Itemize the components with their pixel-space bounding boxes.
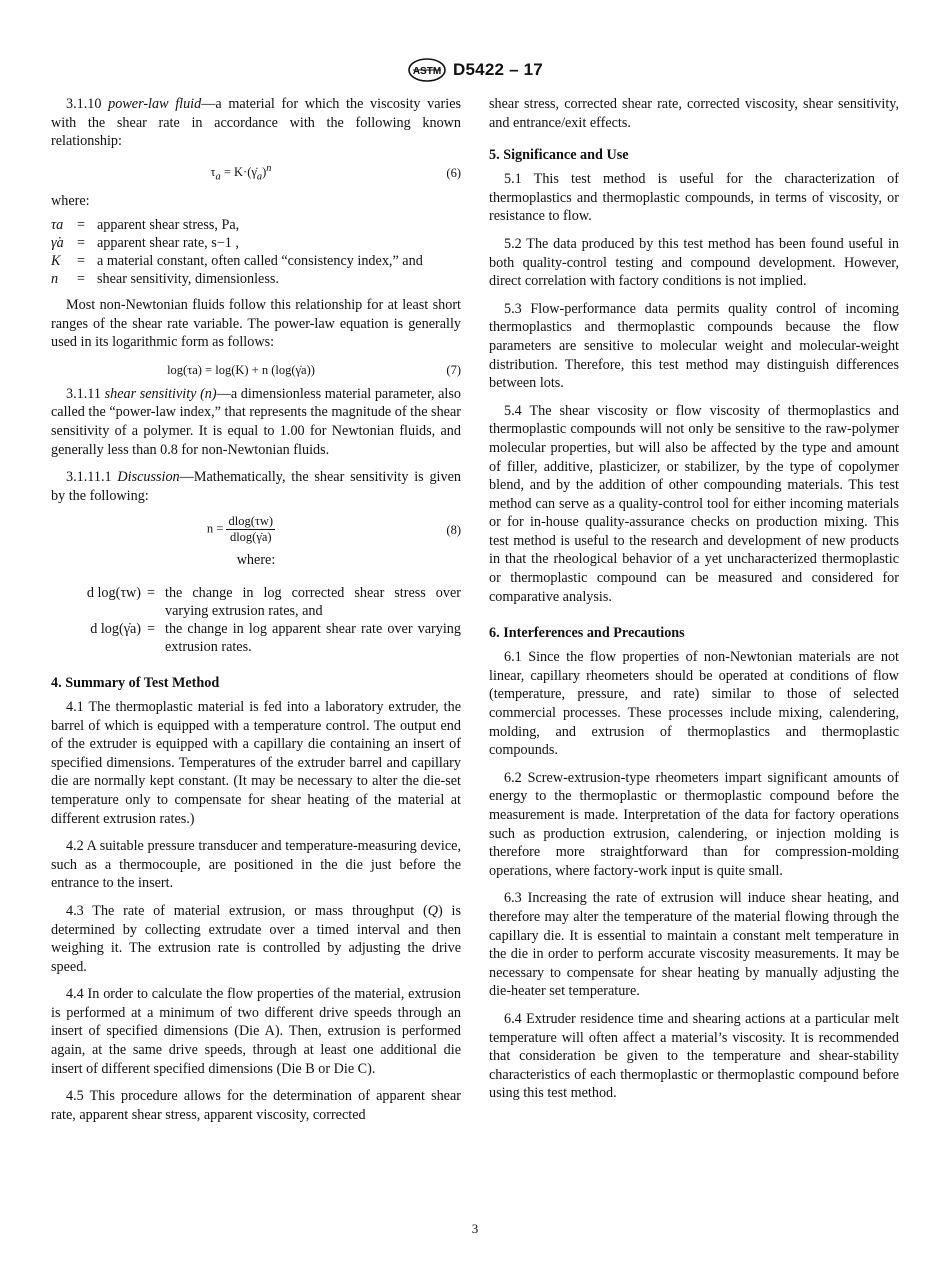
equation-8: n = $\frac{dlog(\tau w)}{dlog(\gammȧa)}$ (8) — [206, 514, 461, 545]
paragraph-4-5-continued: shear stress, corrected shear rate, corrected viscosity, shear sensitivity, and entrance/exit effects. — [489, 96, 899, 131]
paragraph-4-4: 4.4 In order to calculate the flow properties of the material, extrusion is performed at a minimum of two different drive speeds through an insert of specified dimensions (Die A). Then, extrusion is performed again, at the same drive speeds, through at least one additional die insert of different specified dimensions (Die B or Die C). — [51, 986, 461, 1077]
paragraph-most-non-newtonian: Most non-Newtonian fluids follow this relationship for at least short ranges of the shear rate variable. The power-law equation is generally used in its logarithmic form as follows: — [51, 297, 461, 351]
section-5-heading: 5. Significance and Use — [489, 147, 629, 164]
term-shear-sensitivity: shear sensitivity (n) — [104, 385, 217, 402]
paragraph-6-3: 6.3 Increasing the rate of extrusion will induce shear heating, and therefore may alter the temperature of the material flowing through the capillary die. It is essential to maintain a constant melt temperature in the die in order to perform accurate viscosity measurements. It may be necessary to compensate for shear heating by manually adjusting the die-heater set temperature. — [489, 890, 899, 1000]
document-designation: D5422 – 17 — [453, 60, 543, 79]
paragraph-5-3: 5.3 Flow-performance data permits quality control of incoming thermoplastics and thermoplastic compounds because the flow parameters are sensitive to molecular weight and molecular-weight distribution. Therefore, this test method may distinguish differences between lots. — [489, 300, 899, 392]
definition-row: K = a material constant, often called “consistency index,” and — [51, 253, 423, 270]
paragraph-3-1-11: 3.1.11 shear sensitivity (n)—a dimensionless material parameter, also called the “power-law index,” that represents the magnitude of the shear sensitivity of a polymer. It is equal to 1.00 for Newtonian fluids, and generally less than 0.8 for non-Newtonian fluids. — [51, 385, 461, 458]
paragraph-4-1: 4.1 The thermoplastic material is fed into a laboratory extruder, the barrel of which is equipped with a temperature control. The output end of the extruder is equipped with a capillary die containing an insert of specified dimensions. Temperatures of the extruder barrel and capillary die are normally kept constant. (It may be necessary to alter the die-set temperature only to compensate for shear heating of the material at different extrusion rates.) — [51, 698, 461, 827]
where-label-2: where: — [236, 552, 276, 569]
fraction: $\frac{dlog(\tau w)}{dlog(\gammȧa)}$ — [228, 514, 274, 545]
paragraph-4-3: 4.3 The rate of material extrusion, or mass throughput (Q) is determined by collecting extrudate over a timed interval and then weighing it. The extrusion rate is controlled by adjusting the drive speed. — [51, 902, 461, 975]
paragraph-5-1: 5.1 This test method is useful for the characterization of thermoplastics and thermoplastic compounds, in terms of viscosity, or resistance to flow. — [489, 171, 899, 225]
definition-row: d log(γ̇a) = the change in log apparent shear rate over varying extrusion rates. — [90, 620, 461, 655]
section-6-heading: 6. Interferences and Precautions — [489, 625, 685, 642]
definition-row: γ̇a = apparent shear rate, s−1 , — [51, 235, 239, 252]
astm-logo-icon — [407, 58, 447, 82]
definition-row: n = shear sensitivity, dimensionless. — [51, 271, 279, 288]
paragraph-4-2: 4.2 A suitable pressure transducer and temperature-measuring device, such as a thermocouple, are positioned in the die just before the entrance to the insert. — [51, 838, 461, 892]
term-power-law-fluid: power-law fluid — [108, 96, 202, 112]
equation-7: log(τa) = log(K) + n (log(γ̇a)) (7) — [167, 362, 461, 377]
left-column — [51, 95, 461, 1133]
logo-text: ASTM — [412, 66, 442, 77]
paragraph-6-1: 6.1 Since the flow properties of non-Newtonian materials are not linear, capillary rheometers should be operated at conditions of flow (temperature, pressure, and rate) similar to those of selected commercial processes. These processes include mixing, calendering, molding, and extrusion of thermoplastics and thermoplastic compounds. — [489, 649, 899, 759]
page-header — [0, 55, 950, 85]
section-4-heading: 4. Summary of Test Method — [51, 674, 220, 691]
paragraph-3-1-10: 3.1.10 power-law fluid—a material for which the viscosity varies with the shear rate in accordance with the following known relationship: — [51, 96, 462, 150]
paragraph-3-1-11-1: 3.1.11.1 Discussion—Mathematically, the shear sensitivity is given by the following: — [51, 469, 461, 504]
equation-number-8: (8) — [446, 522, 461, 537]
page-number: 3 — [471, 1221, 479, 1236]
where-label-1: where: — [51, 193, 90, 210]
definition-row: τa = apparent shear stress, Pa, — [51, 217, 240, 234]
equation-number-7: (7) — [446, 362, 461, 377]
paragraph-6-2: 6.2 Screw-extrusion-type rheometers impart significant amounts of energy to the thermoplastic or thermoplastic compound before the measurement is made. Interpretation of the data for factory operations such as production extrusion, calendering, or injection molding is therefore more straightforward than for compression-molding operations, where factory-work input is quite small. — [489, 769, 899, 879]
equation-6: $\tau_a$ = $K\cdot(\gammȧ_a)^n$ (6) — [210, 162, 461, 183]
paragraph-5-2: 5.2 The data produced by this test method has been found useful in both quality-control testing and compound development. However, direct correlation with factory conditions is not implied. — [489, 235, 899, 290]
paragraph-4-5: 4.5 This procedure allows for the determination of apparent shear rate, apparent shear stress, apparent viscosity, corrected — [51, 1088, 461, 1123]
definitions-list-1 — [51, 216, 461, 288]
paragraph-5-4: 5.4 The shear viscosity or flow viscosity of thermoplastics and thermoplastic compounds will not only be sensitive to the raw-polymer molecular properties, but will also be affected by the type and amount of filler, additive, plasticizer, or stabilizer, by the type of copolymer blend, and by the addition of other compounding materials. This test method can serve as a quality-control tool for either incoming materials or for in-house quality-assurance checks on production mixing. This test method is useful to the research and development of new products in that the rheological behavior of a yet uncharacterized thermoplastic or thermoplastic compound can be measured and considered for comparative analysis. — [489, 402, 899, 605]
definition-row: d log(τw) = the change in log corrected shear stress over varying extrusion rates, and — [86, 584, 461, 619]
definitions-list-2 — [51, 584, 461, 656]
right-column — [489, 95, 899, 1112]
term-discussion: Discussion — [117, 469, 180, 486]
equation-number-6: (6) — [446, 166, 461, 181]
paragraph-6-4: 6.4 Extruder residence time and shearing actions at a particular melt temperature will often affect a material’s viscosity. It is recommended that consideration be given to the temperature and shear-stability characteristics of each thermoplastic or thermoplastic compound before using this test method. — [489, 1010, 899, 1102]
